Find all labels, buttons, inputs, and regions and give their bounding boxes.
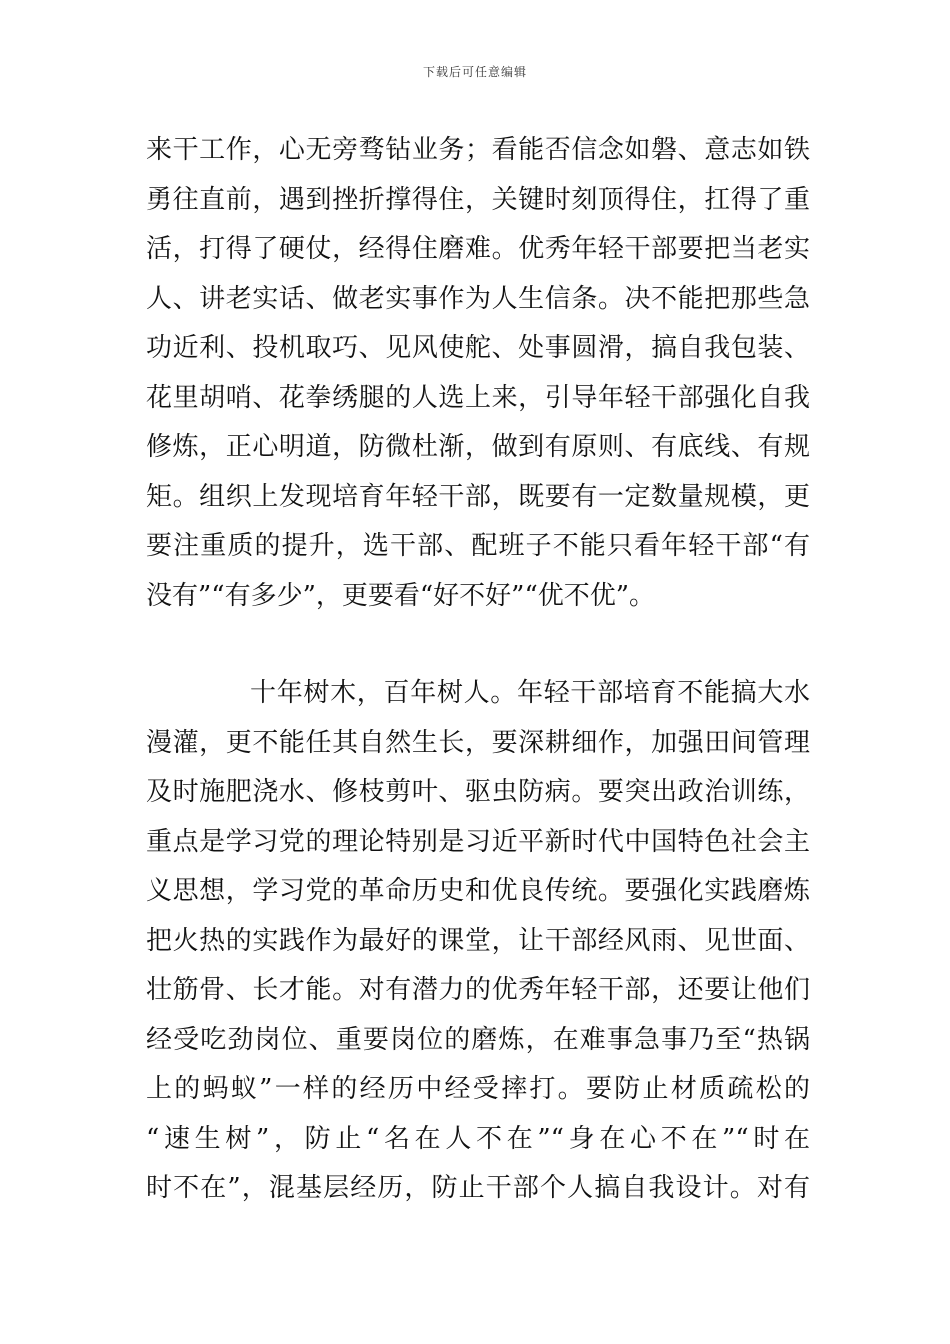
- text-line: 花里胡哨、花拳绣腿的人选上来，引导年轻干部强化自我: [146, 382, 810, 413]
- text-line: 勇往直前，遇到挫折撑得住，关键时刻顶得住，扛得了重: [146, 184, 810, 215]
- paragraph: [146, 126, 810, 621]
- text-line: 来干工作，心无旁骛钻业务；看能否信念如磐、意志如铁: [146, 135, 810, 165]
- text-line: 活，打得了硬仗，经得住磨难。优秀年轻干部要把当老实: [146, 234, 810, 264]
- text-line: 没有”“有多少”，更要看“好不好”“优不优”。: [146, 580, 656, 611]
- text-line: 漫灌，更不能任其自然生长，要深耕细作，加强田间管理: [146, 727, 810, 758]
- text-line: 重点是学习党的理论特别是习近平新时代中国特色社会主: [146, 826, 810, 857]
- text-line: 义思想，学习党的革命历史和优良传统。要强化实践磨炼: [146, 876, 810, 906]
- text-line: 功近利、投机取巧、见风使舵、处事圆滑，搞自我包装、: [146, 333, 810, 363]
- paragraph: [146, 669, 810, 1214]
- text-line: 人、讲老实话、做老实事作为人生信条。决不能把那些急: [146, 283, 810, 314]
- page-header: 下载后可任意编辑: [422, 65, 527, 79]
- text-line: 经受吃劲岗位、重要岗位的磨炼，在难事急事乃至“热锅: [146, 1024, 810, 1055]
- text-line: 修炼，正心明道，防微杜渐，做到有原则、有底线、有规: [146, 432, 810, 462]
- text-line: 时不在”，混基层经历，防止干部个人搞自我设计。对有: [146, 1173, 810, 1203]
- text-line: 及时施肥浇水、修枝剪叶、驱虫防病。要突出政治训练，: [146, 777, 810, 807]
- text-line: 把火热的实践作为最好的课堂，让干部经风雨、见世面、: [146, 925, 810, 956]
- text-line: 矩。组织上发现培育年轻干部，既要有一定数量规模，更: [146, 481, 810, 512]
- text-line: 上的蚂蚁”一样的经历中经受摔打。要防止材质疏松的: [146, 1074, 810, 1104]
- text-line: 壮筋骨、长才能。对有潜力的优秀年轻干部，还要让他们: [146, 975, 810, 1005]
- text-line: “速生树”，防止“名在人不在”“身在心不在”“时在: [146, 1123, 810, 1154]
- text-line: 要注重质的提升，选干部、配班子不能只看年轻干部“有: [146, 531, 810, 561]
- text-line: 十年树木，百年树人。年轻干部培育不能搞大水: [250, 678, 810, 708]
